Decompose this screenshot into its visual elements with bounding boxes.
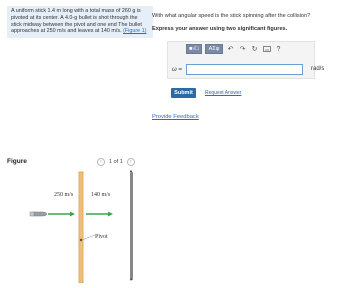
question-text: With what angular speed is the stick spinning after the collision? xyxy=(152,13,311,19)
figure-pager xyxy=(97,158,135,166)
scroll-down-icon[interactable]: ▼ xyxy=(129,277,133,282)
reset-icon[interactable]: ↻ xyxy=(251,46,258,53)
scroll-up-icon[interactable]: ▲ xyxy=(129,168,133,173)
keyboard-icon[interactable] xyxy=(262,44,271,54)
chevron-left-icon[interactable]: ‹ xyxy=(97,158,105,166)
pivot-leader xyxy=(82,235,95,240)
templates-button[interactable]: ■√□ xyxy=(186,44,202,54)
pivot-pin xyxy=(80,239,82,241)
figure-label: Figure xyxy=(7,158,27,165)
speed-in-label: 250 m/s xyxy=(54,192,74,198)
chevron-right-icon[interactable]: › xyxy=(127,158,135,166)
redo-icon[interactable]: ↷ xyxy=(239,46,246,53)
request-answer-link[interactable]: Request Answer xyxy=(205,90,242,96)
problem-statement xyxy=(7,6,153,38)
math-toolbar xyxy=(186,44,283,54)
problem-text: A uniform stick 1.4 m long with a total mass of 260 g is pivoted at its center. A 4.0-g bullet is shot through the stick midway between the pivot and one end The bullet approaches at 250 m/s and leaves at 140 m/s. xyxy=(11,8,142,35)
bullet-icon xyxy=(30,212,47,216)
greek-button[interactable]: AΣφ xyxy=(205,44,223,54)
arrow-out xyxy=(86,212,113,217)
pivot-label: Pivot xyxy=(95,234,108,240)
question-instruction: Express your answer using two significant figures. xyxy=(152,26,288,32)
figure-scrollbar[interactable] xyxy=(130,172,133,280)
provide-feedback-link[interactable]: Provide Feedback xyxy=(152,114,199,120)
answer-unit: rad/s xyxy=(311,66,325,72)
figure-link[interactable]: (Figure 1) xyxy=(123,28,147,35)
undo-icon[interactable]: ↶ xyxy=(227,46,234,53)
figure-svg xyxy=(0,170,135,283)
submit-button[interactable]: Submit xyxy=(171,88,196,98)
arrow-in xyxy=(48,212,75,217)
figure-image xyxy=(0,170,135,283)
speed-out-label: 140 m/s xyxy=(91,192,111,198)
answer-input[interactable] xyxy=(186,64,303,75)
answer-variable: ω = xyxy=(172,67,182,73)
help-button[interactable]: ? xyxy=(276,45,281,53)
pager-text: 1 of 1 xyxy=(109,159,123,165)
